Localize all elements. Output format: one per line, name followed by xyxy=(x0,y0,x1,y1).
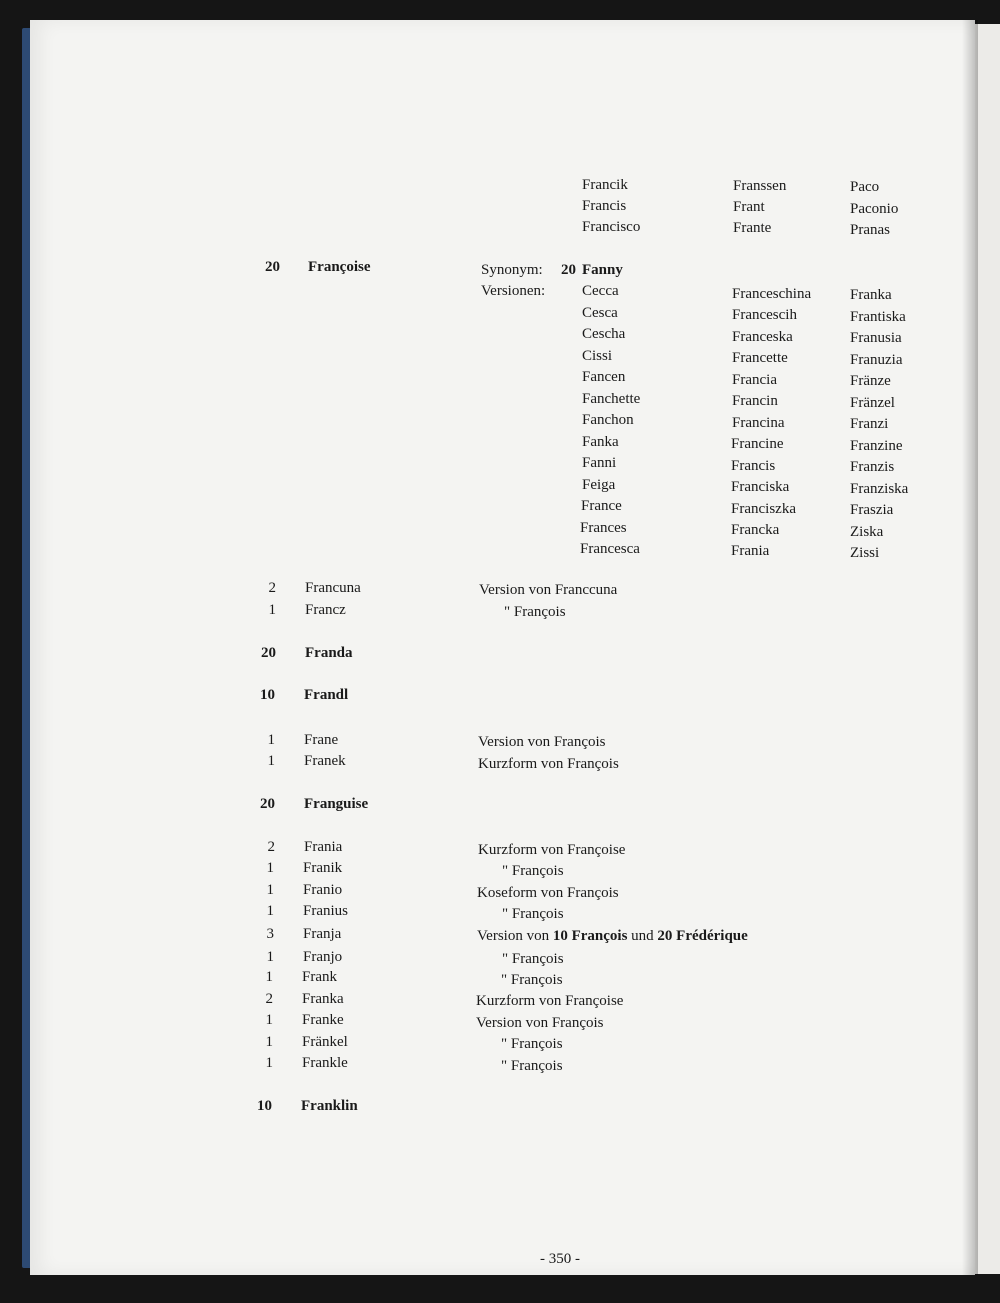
variant-name: Cecca xyxy=(582,283,619,299)
variant-name: Fanny xyxy=(582,262,623,278)
variant-name: Feiga xyxy=(582,477,616,493)
variant-name: Paconio xyxy=(850,201,899,217)
entry-name: Frane xyxy=(304,732,339,748)
entry-description: " François xyxy=(501,1036,563,1052)
entry-count: 1 xyxy=(266,860,274,876)
entry-count: 20 xyxy=(260,796,275,812)
variant-name: Fancen xyxy=(582,369,626,385)
variant-name: Franusia xyxy=(850,330,902,346)
variant-name: Cescha xyxy=(582,326,626,342)
entry-description: Version von François xyxy=(478,734,606,750)
variant-name: Franzine xyxy=(850,438,903,454)
entry-name: Franda xyxy=(305,645,353,661)
variant-name: Francia xyxy=(732,372,777,388)
variant-name: Franceska xyxy=(732,329,793,345)
variant-name: Francin xyxy=(732,393,778,409)
entry-name: Fränkel xyxy=(302,1034,348,1050)
entry-name: Françoise xyxy=(308,259,371,275)
entry-count: 20 xyxy=(265,259,280,275)
variant-name: Franssen xyxy=(733,178,787,194)
variant-name: Fränze xyxy=(850,373,891,389)
entry-count: 1 xyxy=(266,903,274,919)
variant-name: Cissi xyxy=(582,348,613,364)
page-gutter xyxy=(962,20,978,1275)
entry-count: 10 xyxy=(260,687,275,703)
variant-name: Francis xyxy=(731,458,776,474)
variant-name: Frantiska xyxy=(850,309,906,325)
entry-description: Version von Franccuna xyxy=(479,582,618,598)
entry-name: Franguise xyxy=(304,796,369,812)
entry-description: Version von François xyxy=(476,1015,604,1031)
entry-count: 1 xyxy=(267,732,275,748)
variant-name: France xyxy=(581,498,622,514)
variant-name: Franzi xyxy=(850,416,889,432)
entry-name: Franik xyxy=(303,860,343,876)
entry-name: Frankle xyxy=(302,1055,348,1071)
entry-description: Kurzform von Françoise xyxy=(478,842,626,858)
entry-count: 1 xyxy=(266,882,274,898)
entry-name: Franius xyxy=(303,903,348,919)
entry-name: Franja xyxy=(303,926,342,942)
page-number: - 350 - xyxy=(540,1251,580,1267)
variant-name: Francisco xyxy=(582,219,641,235)
variant-name: Francka xyxy=(731,522,780,538)
variant-name: Fraszia xyxy=(850,502,894,518)
variant-name: Cesca xyxy=(582,305,618,321)
entry-description: " François xyxy=(502,906,564,922)
entry-description: Kurzform von François xyxy=(478,756,619,772)
entry-name: Frania xyxy=(304,839,343,855)
variant-name: Paco xyxy=(850,179,880,195)
variant-name: Franciska xyxy=(731,479,790,495)
entry-name: Franjo xyxy=(303,949,343,965)
entry-count: 2 xyxy=(267,839,275,855)
entry-count: 1 xyxy=(265,969,273,985)
variant-name: Franziska xyxy=(850,481,909,497)
book-page xyxy=(30,20,975,1275)
variant-name: Zissi xyxy=(850,545,880,561)
entry-count: 1 xyxy=(267,753,275,769)
variant-name: Francik xyxy=(582,177,628,193)
variant-name: Fränzel xyxy=(850,395,895,411)
variant-name: Francesca xyxy=(580,541,640,557)
variant-name: Francine xyxy=(731,436,784,452)
entry-name: Franklin xyxy=(301,1098,358,1114)
entry-description: Kurzform von Françoise xyxy=(476,993,624,1009)
entry-description: " François xyxy=(501,972,563,988)
entry-count: 1 xyxy=(268,602,276,618)
entry-count: 1 xyxy=(265,1012,273,1028)
variant-name: Fanka xyxy=(582,434,619,450)
variant-name: Frances xyxy=(580,520,627,536)
variant-name: Franciszka xyxy=(731,501,796,517)
entry-count: 1 xyxy=(266,949,274,965)
variant-name: Francina xyxy=(732,415,785,431)
entry-description: Version von 10 François und 20 Frédérique xyxy=(477,928,748,944)
facing-page-edge xyxy=(975,24,1000,1274)
variant-name: Frant xyxy=(733,199,765,215)
entry-name: Frank xyxy=(302,969,337,985)
entry-count: 2 xyxy=(268,580,276,596)
variant-name: Francis xyxy=(582,198,627,214)
variant-name: Franka xyxy=(850,287,892,303)
synonym-count: 20 xyxy=(561,262,576,278)
variant-name: Ziska xyxy=(850,524,884,540)
variant-name: Pranas xyxy=(850,222,890,238)
variant-name: Frante xyxy=(733,220,772,236)
entry-description: " François xyxy=(502,863,564,879)
synonym-label: Synonym: xyxy=(481,262,543,278)
variant-name: Fanchette xyxy=(582,391,641,407)
variant-name: Francette xyxy=(732,350,788,366)
entry-count: 10 xyxy=(257,1098,272,1114)
entry-name: Francz xyxy=(305,602,346,618)
variant-name: Frania xyxy=(731,543,770,559)
entry-name: Francuna xyxy=(305,580,361,596)
entry-name: Franka xyxy=(302,991,344,1007)
entry-count: 2 xyxy=(265,991,273,1007)
entry-description: " François xyxy=(502,951,564,967)
variant-name: Fanchon xyxy=(582,412,634,428)
entry-name: Franio xyxy=(303,882,343,898)
entry-description: " François xyxy=(501,1058,563,1074)
entry-name: Franek xyxy=(304,753,346,769)
entry-description: Koseform von François xyxy=(477,885,619,901)
entry-name: Frandl xyxy=(304,687,349,703)
entry-description: " François xyxy=(504,604,566,620)
entry-count: 3 xyxy=(266,926,274,942)
versions-label: Versionen: xyxy=(481,283,546,299)
entry-count: 1 xyxy=(265,1034,273,1050)
variant-name: Franzis xyxy=(850,459,895,475)
variant-name: Francescih xyxy=(732,307,797,323)
variant-name: Fanni xyxy=(582,455,617,471)
entry-count: 1 xyxy=(265,1055,273,1071)
entry-name: Franke xyxy=(302,1012,344,1028)
entry-count: 20 xyxy=(261,645,276,661)
variant-name: Franceschina xyxy=(732,286,812,302)
variant-name: Franuzia xyxy=(850,352,903,368)
